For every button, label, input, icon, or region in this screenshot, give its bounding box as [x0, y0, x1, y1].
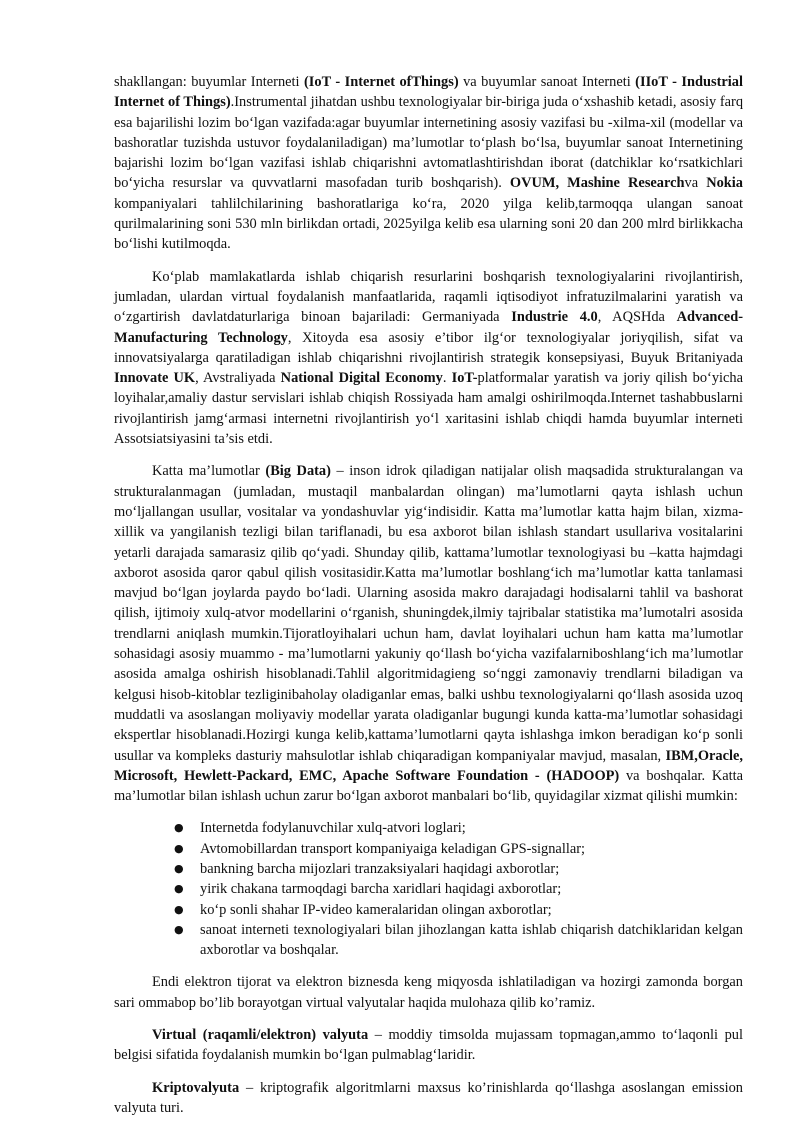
list-item: ● yirik chakana tarmoqdagi barcha xaridlari haqidagi axborotlar;: [200, 879, 743, 899]
paragraph-cryptocurrency-definition: Kriptovalyuta – kriptografik algoritmlarni maxsus ko’rinishlarda qo‘llashga asoslangan emission valyuta turi.: [114, 1079, 743, 1116]
paragraph-iot: shakllangan: buyumlar Interneti (IoT - Internet ofThings) va buyumlar sanoat Interneti (IIoT - Industrial Internet of Things).Instrumental jihatdan ushbu texnologiyalar bir-biriga juda o‘xshashib ketadi, asosiy farq esa bajarilishi lozim bo‘lgan vazifada:agar buyumlar internetining asosiy vazifasi bu -xilma-xil (modellar va bashoratlar tuzishda ustuvor foydalaniladigan) ma’lumotlar to‘plash bo‘lsa, buyumlar sanoat Internetining bajarishi lozim bo‘lgan vazifasi ishlab chiqarishni avtomatlashtirishdan iborat (datchiklar ko‘rsatkichlari bo‘yicha resurslar va quvvatlarni masofadan turib boshqarish). OVUM, Mashine Researchva Nokia kompaniyalari tahlilchilarining bashoratlariga ko‘ra, 2020 yilga kelib,tarmoqqa ulangan sanoat qurilmalarining soni 530 mln birlikdan ortadi, 2025yilga kelib esa ularning soni 20 dan 200 mlrd birlikkacha bo‘lishi kutilmoqda.: [114, 74, 744, 253]
paragraph-virtual-currency-definition: Virtual (raqamli/elektron) valyuta – moddiy timsolda mujassam topmagan,ammo to‘laqonli pul belgisi sifatida foydalanish mumkin bo‘lgan pulmablag‘laridir.: [114, 1027, 743, 1064]
term-amt: Advanced-Manufacturing Technology: [114, 309, 743, 346]
list-item: ● bankning barcha mijozlari tranzaksiyalari haqidagi axborotlar;: [200, 859, 743, 879]
paragraph-national-programs: Ko‘plab mamlakatlarda ishlab chiqarish resurlarini boshqarish texnologiyalarini rivojlantirish, jumladan, ulardan virtual foydalanish manfaatlarida, raqamli iqtisodiyot infratuzilmalarini yaratish va o‘zgartirish davlatdaturlariga binoan bajariladi: Germaniyada Industrie 4.0, AQSHda Advanced-Manufacturing Technology, Xitoyda esa asosiy e’tibor ilg‘or texnologiyalar joriyqilish, sifat va innovatsiyalarga qaratiladigan ishlab chiqarishni rivojlantirish strategik konsepsiyasi, Buyuk Britaniyada Innovate UK, Avstraliyada National Digital Economy. IoT-platformalar yaratish va joriy qilish bo‘yicha loyihalar,amaliy dastur servislari ishlab chiqish Rossiyada ham amalgi oshirilmoqda.Internet tashabbuslarni rivojlantirish jamg‘armasi internetni rivojlantirish yo‘l xaritasini ishlab chiqdi hamda buyumlar interneti Assotsiatsiyasini ta’sis etdi.: [114, 268, 743, 448]
term-ovum: OVUM, Mashine Research: [509, 175, 685, 192]
paragraph-big-data: Katta ma’lumotlar (Big Data) – inson idrok qiladigan natijalar olish maqsadida strukturalangan va strukturalanmagan (jumladan, mustaqil manbalardan olingan) ma’lumotlarni qayta ishlash uchun mo‘ljallangan usullar, vositalar va yondashuvlar yig‘indisidir. Katta ma’lumotlar katta hajm bilan, xizma-xillik va yangilanish tezligi bilan tariflanadi, bu esa axborot bilan ishlash standart usullariva vositalarini yetarli darajada samarasiz qilib qo‘yadi. Shunday qilib, kattama’lumotlar texnologiyasi bu –katta hajmdagi axborot asosida qaror qabul qilish vositasidir.Katta ma’lumotlar boshlang‘ich ma’lumotlar katta tanlamasi mavjud bo‘lgan joylarda paydo bo‘ladi. Ularning asosida makro darajadagi hodisalarni tahlil va bashorat qilish, ijtimoiy xulq-atvor modellarini o‘rganish, shuningdek,ilmiy tajribalar statistika ma’lumotalri asosida trendlarni aniqlash mumkin.Tijoratloyihalari uchun ham, davlat loyihalari uchun ham katta ma’lumotlar sohasidagi asosiy muammo - ma’lumotlarni yakuniy qo‘llash bo‘yicha vazifalarniboshlang‘ich ma’lumotlar asosida amalga oshirish hisoblanadi.Tahlil algoritmidagieng so‘nggi zamonaviy trendlarni biladigan va kelgusi hisob-kitoblar tezliginibaholay oladiganlar emas, balki ushbu texnologiyalarni qo‘llash asosida uzoq muddatli va asoslangan moliyaviy modellar yarata oladiganlar bugungi kunda katta-ma’lumotlar sohasidagi ekspertlar hisoblanadi.Hozirgi kunga kelib,kattama’lumotlarni qayta ishlashga imkon beradigan ko‘p sonli usullar va kompleks dasturiy mahsulotlar ishlab chiqaradigan kompaniyalar mavjud, masalan, IBM,Oracle, Microsoft, Hewlett-Packard, EMC, Apache Software Foundation - (HADOOP) va boshqalar. Katta ma’lumotlar bilan ishlash uchun zarur bo‘lgan axborot manbalari bo‘lib, quyidagilar xizmat qilishi mumkin:: [114, 463, 743, 805]
term-iiot: (IIoT - Industrial Internet of Things): [114, 74, 743, 111]
bullet-dot-icon: ●: [174, 861, 184, 875]
list-item: ● ko‘p sonli shahar IP-video kameralaridan olingan axborotlar;: [200, 900, 743, 920]
term-iot-platforms: IoT-: [451, 370, 478, 387]
bullet-dot-icon: ●: [174, 922, 184, 936]
bullet-dot-icon: ●: [174, 841, 184, 855]
term-companies: IBM,Oracle, Microsoft, Hewlett-Packard, EMC, Apache Software Foundation - (HADOOP): [114, 747, 743, 784]
list-item: ● Internetda fodylanuvchilar xulq-atvori loglari;: [200, 818, 743, 838]
list-item: ● sanoat interneti texnologiyalari bilan jihozlangan katta ishlab chiqarish datchiklaridan kelgan axborotlar va boshqalar.: [174, 921, 743, 959]
term-iot: (IoT - Internet ofThings): [304, 74, 459, 90]
bullet-dot-icon: ●: [174, 821, 184, 835]
list-item: ● Avtomobillardan transport kompaniyaiga keladigan GPS-signallar;: [200, 839, 743, 859]
term-nokia: Nokia: [706, 175, 744, 192]
term-cryptocurrency: Kriptovalyuta: [152, 1079, 240, 1096]
term-big-data: (Big Data): [265, 463, 331, 480]
term-innovate-uk: Innovate UK: [114, 370, 196, 387]
bullet-list: [114, 818, 743, 960]
term-virtual-currency: Virtual (raqamli/elektron) valyuta: [152, 1027, 369, 1044]
term-industrie: Industrie 4.0: [511, 309, 598, 326]
term-nde: National Digital Economy: [280, 370, 443, 387]
bullet-dot-icon: ●: [174, 882, 184, 896]
bullet-dot-icon: ●: [174, 902, 184, 916]
paragraph-virtual-currency-intro: Endi elektron tijorat va elektron biznesda keng miqyosda ishlatiladigan va hozirgi zamonda borgan sari ommabop bo’lib borayotgan virtual valyutalar haqida mulohaza qilib ko’ramiz.: [114, 974, 743, 1011]
